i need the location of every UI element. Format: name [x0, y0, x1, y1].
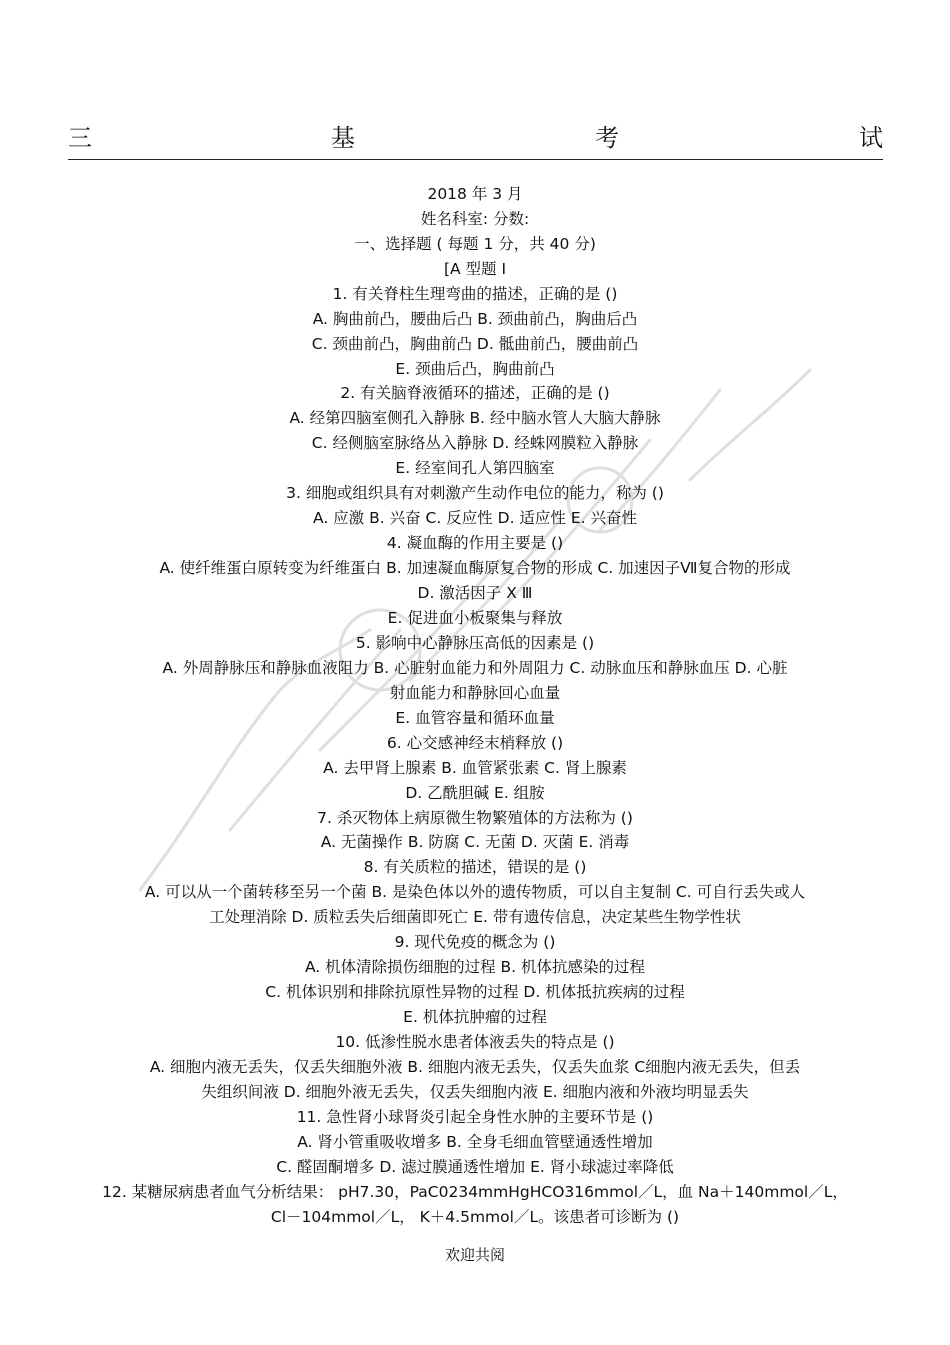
- document-title: [68, 120, 883, 156]
- question-4-option-d: D. 激活因子 X Ⅲ: [417, 584, 533, 602]
- title-divider: [68, 159, 883, 160]
- question-4-options-abc: A. 使纤维蛋白原转变为纤维蛋白 B. 加速凝血酶原复合物的形成 C. 加速因子Ⅶ复合物的形成: [159, 559, 791, 577]
- question-1-options-ab: A. 胸曲前凸，腰曲后凸 B. 颈曲前凸，胸曲后凸: [312, 310, 638, 328]
- question-12-line2: Cl－104mmol／L， K＋4.5mmol／L。该患者可诊断为 (): [270, 1208, 680, 1226]
- question-5-option-e: E. 血管容量和循环血量: [395, 709, 555, 727]
- question-8: 8. 有关质粒的描述，错误的是 (): [363, 858, 587, 876]
- question-2: 2. 有关脑脊液循环的描述，正确的是 (): [340, 384, 610, 402]
- question-8-options-line2: 工处理消除 D. 质粒丢失后细菌即死亡 E. 带有遗传信息，决定某些生物学性状: [209, 908, 741, 926]
- exam-date: 2018 年 3 月: [427, 185, 523, 203]
- question-6: 6. 心交感神经末梢释放 (): [386, 734, 564, 752]
- question-6-options-abc: A. 去甲肾上腺素 B. 血管紧张素 C. 肾上腺素: [323, 759, 627, 777]
- question-9-option-e: E. 机体抗肿瘤的过程: [403, 1008, 547, 1026]
- question-2-options-cd: C. 经侧脑室脉络丛入静脉 D. 经蛛网膜粒入静脉: [311, 434, 639, 452]
- question-10-options-line2: 失组织间液 D. 细胞外液无丢失，仅丢失细胞内液 E. 细胞内液和外液均明显丢失: [201, 1083, 749, 1101]
- question-6-options-de: D. 乙酰胆碱 E. 组胺: [405, 784, 545, 802]
- question-4: 4. 凝血酶的作用主要是 (): [386, 534, 564, 552]
- question-4-option-e: E. 促进血小板聚集与释放: [387, 609, 563, 627]
- question-3-options: A. 应激 B. 兴奋 C. 反应性 D. 适应性 E. 兴奋性: [313, 509, 637, 527]
- question-11-options-ab: A. 肾小管重吸收增多 B. 全身毛细血管壁通透性增加: [297, 1133, 653, 1151]
- question-10-options-line1: A. 细胞内液无丢失，仅丢失细胞外液 B. 细胞内液无丢失，仅丢失血浆 C细胞内液无丢失，但丢: [149, 1058, 801, 1076]
- title-char: 三: [68, 124, 92, 152]
- question-10: 10. 低渗性脱水患者体液丢失的特点是 (): [335, 1033, 615, 1051]
- question-3: 3. 细胞或组织具有对刺激产生动作电位的能力，称为 (): [286, 484, 664, 502]
- question-2-options-ab: A. 经第四脑室侧孔入静脉 B. 经中脑水管人大脑大静脉: [289, 409, 661, 427]
- title-char: 考: [595, 124, 619, 152]
- question-1-option-e: E. 颈曲后凸，胸曲前凸: [395, 360, 555, 378]
- question-9-options-cd: C. 机体识别和排除抗原性异物的过程 D. 机体抵抗疾病的过程: [265, 983, 685, 1001]
- question-7: 7. 杀灭物体上病原微生物繁殖体的方法称为 (): [317, 809, 633, 827]
- question-7-options: A. 无菌操作 B. 防腐 C. 无菌 D. 灭菌 E. 消毒: [320, 833, 630, 851]
- question-type-heading: [A 型题 I: [443, 260, 507, 278]
- question-8-options-line1: A. 可以从一个菌转移至另一个菌 B. 是染色体以外的遗传物质，可以自主复制 C. 可自行丢失或人: [144, 883, 806, 901]
- question-9: 9. 现代免疫的概念为 (): [394, 933, 556, 951]
- question-11-options-cde: C. 醛固酮增多 D. 滤过膜通透性增加 E. 肾小球滤过率降低: [276, 1158, 674, 1176]
- question-5-options-line1: A. 外周静脉压和静脉血液阻力 B. 心脏射血能力和外周阻力 C. 动脉血压和静脉血压 D. 心脏: [162, 659, 788, 677]
- question-12-line1: 12. 某糖尿病患者血气分析结果： pH7.30，PaC0234mmHgHCO316mmol／L，血 Na＋140mmol／L，: [102, 1183, 848, 1201]
- question-5: 5. 影响中心静脉压高低的因素是 (): [355, 634, 595, 652]
- question-5-options-line2: 射血能力和静脉回心血量: [389, 684, 561, 702]
- title-char: 试: [859, 124, 883, 152]
- section-heading: 一、选择题 ( 每题 1 分，共 40 分): [354, 235, 596, 253]
- question-9-options-ab: A. 机体清除损伤细胞的过程 B. 机体抗感染的过程: [304, 958, 646, 976]
- page-footer: 欢迎共阅: [444, 1246, 505, 1264]
- question-2-option-e: E. 经室间孔人第四脑室: [395, 459, 555, 477]
- name-department-score: 姓名科室: 分数:: [420, 210, 530, 228]
- question-11: 11. 急性肾小球肾炎引起全身性水肿的主要环节是 (): [296, 1108, 654, 1126]
- question-1-options-cd: C. 颈曲前凸，胸曲前凸 D. 骶曲前凸，腰曲前凸: [311, 335, 639, 353]
- question-1: 1. 有关脊柱生理弯曲的描述，正确的是 (): [332, 285, 618, 303]
- title-char: 基: [331, 124, 355, 152]
